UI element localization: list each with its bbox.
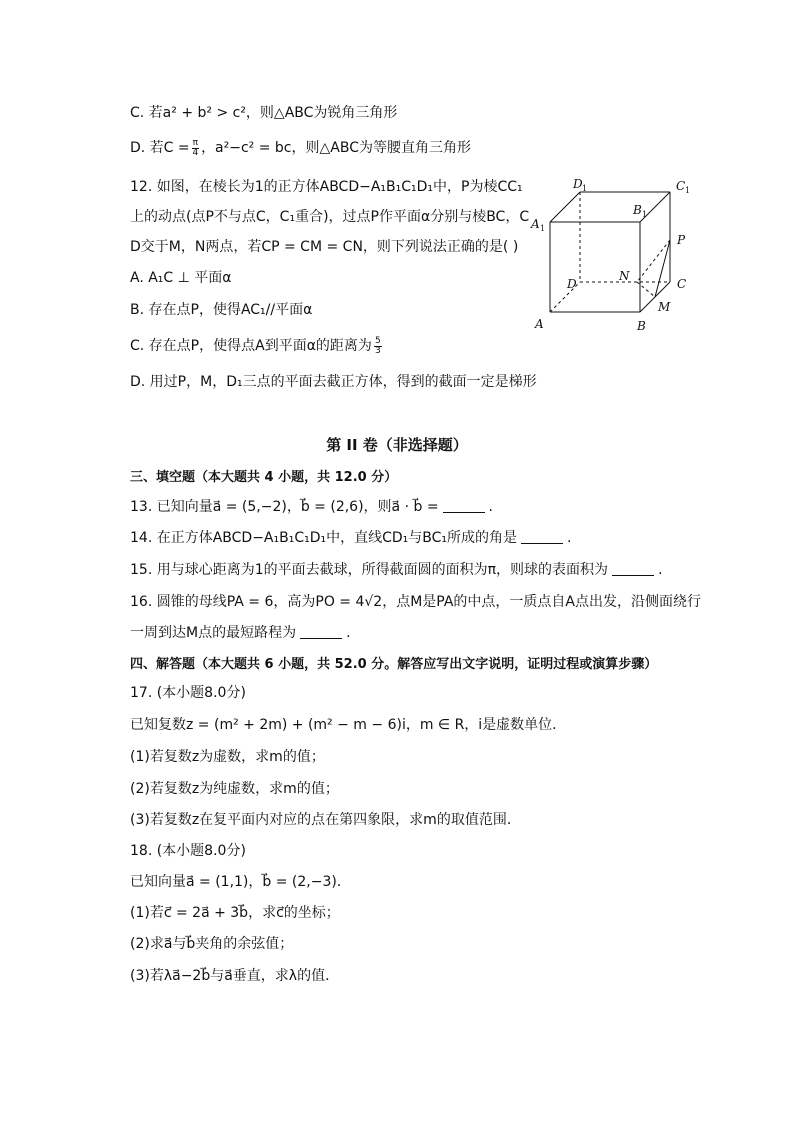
q15 xyxy=(130,560,663,580)
q12-option-c-fraction xyxy=(374,337,382,356)
edge-a1d1 xyxy=(550,192,580,222)
q12-stem-line3: D交于M，N两点，若CP = CM = CN，则下列说法正确的是( ) xyxy=(130,239,519,255)
q12-option-c-prefix: C. 存在点P，使得点A到平面α的距离为 xyxy=(130,338,372,354)
label-a1: A xyxy=(531,217,540,231)
q17-title: 17. (本小题8.0分) xyxy=(130,685,246,701)
q14-text: 14. 在正方体ABCD−A₁B₁C₁D₁中，直线CD₁与BC₁所成的角是 xyxy=(130,530,518,546)
section4-title: 四、解答题（本大题共 6 小题，共 52.0 分。解答应写出文字说明，证明过程或演算步骤） xyxy=(130,657,658,672)
label-a1-sub: 1 xyxy=(540,224,546,233)
q11-option-c: C. 若a² + b² > c²，则△ABC为锐角三角形 xyxy=(130,105,398,121)
q16-answer-blank xyxy=(300,624,342,639)
q11-option-d-fraction xyxy=(192,139,199,158)
q11-option-d-prefix: D. 若C = xyxy=(130,140,190,156)
q18-part3: (3)若λa⃗−2b⃗与a⃗垂直，求λ的值． xyxy=(130,968,340,984)
q13 xyxy=(130,497,493,517)
q18-part2: (2)求a⃗与b⃗夹角的余弦值； xyxy=(130,936,294,952)
q12-frac-num: 5 xyxy=(374,335,381,346)
q15-text: 15. 用与球心距离为1的平面去截球，所得截面圆的面积为π，则球的表面积为 xyxy=(130,562,609,578)
q13-text: 13. 已知向量a⃗ = (5,−2)，b⃗ = (2,6)，则a⃗ · b⃗ = xyxy=(130,499,439,515)
q18-title: 18. (本小题8.0分) xyxy=(130,843,246,859)
q13-answer-blank xyxy=(443,498,485,513)
label-c1-sub: 1 xyxy=(685,186,691,195)
label-c1: C xyxy=(676,179,686,193)
q11-frac-num: π xyxy=(192,137,199,148)
q17-part2: (2)若复数z为纯虚数，求m的值； xyxy=(130,781,339,797)
q14-end: . xyxy=(567,530,572,546)
q12-frac-den: 3 xyxy=(374,345,381,356)
label-b: B xyxy=(637,319,646,333)
label-m: M xyxy=(658,300,671,314)
label-d: D xyxy=(567,277,577,291)
q12-option-b: B. 存在点P，使得AC₁//平面α xyxy=(130,302,313,318)
label-a: A xyxy=(535,317,544,331)
label-b1: B xyxy=(633,203,642,217)
q14 xyxy=(130,528,572,548)
q12-option-c xyxy=(130,336,384,356)
q15-answer-blank xyxy=(612,561,654,576)
part2-heading: 第 II 卷（非选择题） xyxy=(326,436,468,454)
q14-answer-blank xyxy=(521,529,563,544)
label-n: N xyxy=(619,269,630,283)
q16-end: . xyxy=(346,625,351,641)
q11-option-d xyxy=(130,138,471,158)
segment-pn xyxy=(637,240,670,282)
segment-pm xyxy=(655,240,670,297)
label-b1-sub: 1 xyxy=(642,210,648,219)
q12-stem-line2: 上的动点(点P不与点C，C₁重合)，过点P作平面α分别与棱BC，C xyxy=(130,209,530,225)
q16-line2 xyxy=(130,623,351,643)
q16-text: 一周到达M点的最短路程为 xyxy=(130,625,297,641)
label-d1: D xyxy=(573,177,583,191)
label-c: C xyxy=(677,277,687,291)
label-d1-sub: 1 xyxy=(582,184,588,193)
q12-stem-line1: 12. 如图，在棱长为1的正方体ABCD−A₁B₁C₁D₁中，P为棱CC₁ xyxy=(130,179,523,195)
q12-option-d: D. 用过P，M，D₁三点的平面去截正方体，得到的截面一定是梯形 xyxy=(130,374,537,390)
section3-title: 三、填空题（本大题共 4 小题，共 12.0 分） xyxy=(130,470,398,485)
q17-stem: 已知复数z = (m² + 2m) + (m² − m − 6)i，m ∈ R，i是虚数单位． xyxy=(130,717,567,733)
q11-option-d-suffix: ，a²−c² = bc，则△ABC为等腰直角三角形 xyxy=(201,140,471,156)
q17-part3: (3)若复数z在复平面内对应的点在第四象限，求m的取值范围． xyxy=(130,812,521,828)
q15-end: . xyxy=(658,562,663,578)
q17-part1: (1)若复数z为虚数，求m的值； xyxy=(130,749,325,765)
label-p: P xyxy=(677,233,686,247)
q11-frac-den: 4 xyxy=(192,147,199,158)
q16-line1: 16. 圆锥的母线PA = 6，高为PO = 4√2，点M是PA的中点，一质点自A点出发，沿侧面绕行 xyxy=(130,594,701,610)
q13-end: . xyxy=(488,499,493,515)
q12-option-a: A. A₁C ⊥ 平面α xyxy=(130,270,232,286)
q18-stem: 已知向量a⃗ = (1,1)，b⃗ = (2,−3)． xyxy=(130,874,351,890)
cube-figure xyxy=(525,170,705,340)
q18-part1: (1)若c⃗ = 2a⃗ + 3b⃗，求c⃗的坐标； xyxy=(130,905,340,921)
